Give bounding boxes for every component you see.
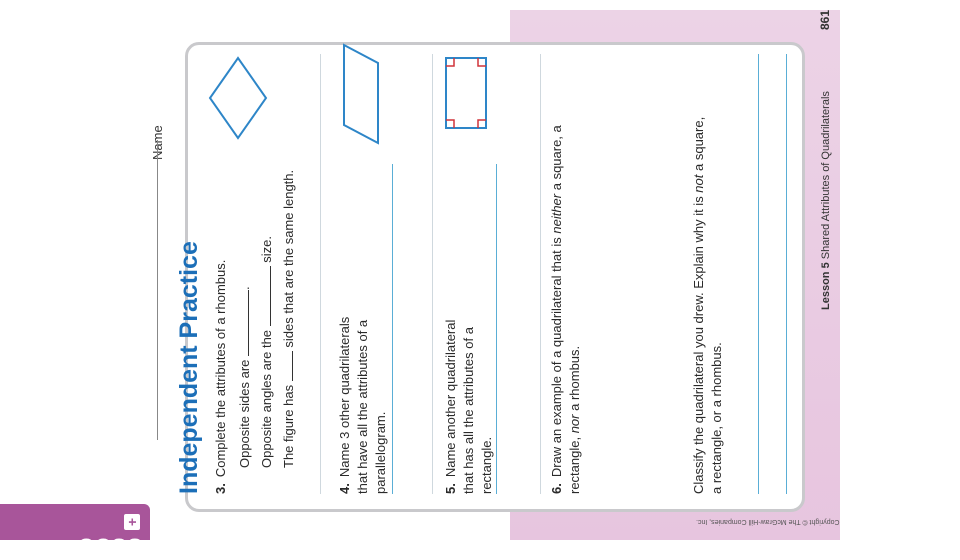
question-5 (442, 314, 496, 494)
classify-answer-line-2[interactable] (786, 54, 787, 494)
q3-line-2-end: size. (259, 235, 274, 263)
lesson-footer (820, 91, 832, 310)
q4-answer-line[interactable] (392, 164, 393, 494)
classify-prompt-a: Classify the quadrilateral you drew. Explain why it is (691, 192, 706, 494)
lesson-title: Shared Attributes of Quadrilaterals (820, 91, 832, 260)
drawing-area[interactable] (590, 54, 680, 494)
classify-answer-line-1[interactable] (758, 54, 759, 494)
q5-answer-line[interactable] (496, 164, 497, 494)
question-prompt: Name 3 other quadrilaterals that have all the attributes of a parallelogram. (337, 316, 388, 494)
question-prompt: Name another quadrilateral that has all the attributes of a rectangle. (443, 319, 494, 494)
q3-line-3-end: sides that are the same length. (281, 169, 296, 348)
q3-line-2 (258, 158, 276, 468)
q3-blank-2[interactable] (259, 266, 271, 326)
question-3 (212, 194, 230, 494)
name-row (150, 0, 184, 160)
classify-emphasis-not: not (691, 174, 706, 193)
q6-prompt-b: a square, a rectangle, (549, 125, 582, 494)
copyright-notice: Copyright © The McGraw-Hill Companies, Inc. (696, 518, 840, 525)
header-tab (0, 504, 150, 559)
section-title: Independent Practice (175, 241, 203, 494)
page-number: 861 (818, 9, 832, 30)
q3-line-3-text: The figure has (281, 384, 296, 468)
question-number: 3. (213, 483, 228, 494)
q3-line-1-text: Opposite sides are (237, 359, 252, 468)
separator-line (320, 54, 321, 494)
question-number: 5. (443, 483, 458, 494)
name-label: Name (150, 125, 165, 160)
classify-question (690, 114, 726, 494)
rectangle-figure (444, 50, 488, 130)
q3-blank-3[interactable] (281, 351, 293, 381)
q3-line-2-text: Opposite angles are the (259, 329, 274, 468)
name-line[interactable] (157, 140, 158, 440)
q3-line-1 (236, 158, 254, 468)
question-6 (548, 94, 584, 494)
question-prompt: Complete the attributes of a rhombus. (213, 259, 228, 478)
standards-badge: CCSS (78, 534, 144, 559)
lesson-number: Lesson 5 (820, 262, 832, 310)
parallelogram-figure (338, 45, 388, 145)
q6-emphasis-neither: neither (549, 193, 564, 234)
classify-prompt-b: a square, a rectangle, or a rhombus. (691, 116, 724, 494)
question-number: 6. (549, 483, 564, 494)
q3-line-3 (280, 138, 298, 468)
separator-line (540, 54, 541, 494)
rhombus-figure (208, 40, 268, 140)
plus-icon: + (124, 514, 140, 530)
q6-prompt-a: Draw an example of a quadrilateral that is (549, 233, 564, 478)
question-4 (336, 314, 390, 494)
q6-prompt-c: a rhombus. (567, 345, 582, 415)
q3-blank-1[interactable] (237, 290, 249, 356)
q6-emphasis-nor: nor (567, 414, 582, 434)
question-number: 4. (337, 483, 352, 494)
q3-line-1-end: . (237, 286, 252, 290)
separator-line (432, 54, 433, 494)
